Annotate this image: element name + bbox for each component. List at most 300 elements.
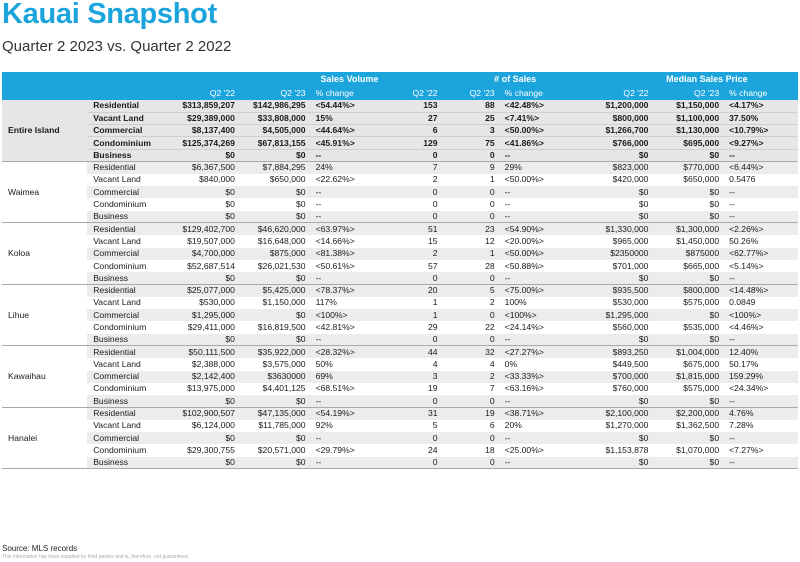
cell-ns-q2-22: 6: [384, 125, 441, 137]
cell-sv-q2-23: $47,135,000: [239, 407, 310, 419]
cell-mp-pct-change: --: [723, 395, 798, 407]
cell-sv-q2-23: $4,505,000: [239, 125, 310, 137]
cell-mp-pct-change: 4.76%: [723, 407, 798, 419]
cell-property-type: Vacant Land: [87, 174, 168, 186]
cell-mp-q2-23: $575,000: [652, 297, 723, 309]
cell-ns-pct-change: --: [499, 198, 582, 210]
cell-mp-q2-23: $0: [652, 334, 723, 346]
table-row: [2, 371, 798, 383]
cell-mp-q2-22: $0: [582, 186, 653, 198]
cell-mp-q2-23: $575,000: [652, 383, 723, 395]
cell-ns-pct-change: 100%: [499, 297, 582, 309]
table-row: [2, 432, 798, 444]
cell-property-type: Residential: [87, 223, 168, 235]
cell-mp-q2-23: $695,000: [652, 137, 723, 149]
cell-property-type: Condominium: [87, 444, 168, 456]
cell-ns-q2-23: 18: [442, 444, 499, 456]
cell-sv-q2-22: $29,389,000: [168, 112, 239, 124]
cell-sv-q2-23: $16,819,500: [239, 321, 310, 333]
header-mp-q2-23: Q2 '23: [652, 86, 723, 100]
cell-mp-q2-22: $0: [582, 272, 653, 284]
cell-mp-q2-22: $760,000: [582, 383, 653, 395]
cell-ns-q2-23: 5: [442, 284, 499, 296]
region-name: Entire Island: [2, 100, 87, 161]
cell-ns-pct-change: <50.88%>: [499, 260, 582, 272]
cell-sv-q2-23: $0: [239, 309, 310, 321]
table-row: [2, 248, 798, 260]
cell-mp-q2-22: $0: [582, 211, 653, 223]
cell-ns-pct-change: <33.33%>: [499, 371, 582, 383]
cell-sv-q2-22: $25,077,000: [168, 284, 239, 296]
cell-property-type: Commercial: [87, 432, 168, 444]
header-blank: [2, 72, 87, 86]
cell-mp-pct-change: --: [723, 457, 798, 469]
table-row: [2, 395, 798, 407]
cell-property-type: Commercial: [87, 248, 168, 260]
table-row: [2, 223, 798, 235]
cell-sv-q2-23: $0: [239, 186, 310, 198]
cell-mp-q2-22: $0: [582, 395, 653, 407]
cell-sv-q2-22: $0: [168, 272, 239, 284]
region-group: [2, 407, 798, 468]
cell-property-type: Commercial: [87, 371, 168, 383]
cell-mp-q2-23: $0: [652, 272, 723, 284]
cell-mp-q2-22: $420,000: [582, 174, 653, 186]
cell-sv-q2-22: $50,111,500: [168, 346, 239, 358]
cell-ns-q2-23: 0: [442, 198, 499, 210]
cell-property-type: Business: [87, 211, 168, 223]
cell-mp-q2-22: $701,000: [582, 260, 653, 272]
cell-ns-q2-22: 15: [384, 235, 441, 247]
cell-ns-q2-23: 23: [442, 223, 499, 235]
cell-sv-q2-23: $3630000: [239, 371, 310, 383]
cell-sv-pct-change: --: [310, 334, 385, 346]
cell-property-type: Condominium: [87, 137, 168, 149]
table-row: [2, 149, 798, 161]
cell-sv-q2-23: $0: [239, 211, 310, 223]
cell-ns-pct-change: <25.00%>: [499, 444, 582, 456]
cell-ns-pct-change: <50.00%>: [499, 248, 582, 260]
cell-sv-q2-22: $102,900,507: [168, 407, 239, 419]
cell-mp-q2-22: $965,000: [582, 235, 653, 247]
cell-ns-pct-change: --: [499, 272, 582, 284]
cell-sv-q2-23: $67,813,155: [239, 137, 310, 149]
cell-property-type: Condominium: [87, 383, 168, 395]
cell-sv-q2-23: $5,425,000: [239, 284, 310, 296]
header-sv-q2-23: Q2 '23: [239, 86, 310, 100]
cell-mp-q2-22: $800,000: [582, 112, 653, 124]
cell-mp-pct-change: <14.48%>: [723, 284, 798, 296]
cell-sv-q2-23: $46,620,000: [239, 223, 310, 235]
table-row: [2, 235, 798, 247]
cell-sv-q2-22: $6,367,500: [168, 161, 239, 173]
cell-sv-q2-22: $8,137,400: [168, 125, 239, 137]
cell-ns-q2-22: 24: [384, 444, 441, 456]
cell-sv-q2-23: $20,571,000: [239, 444, 310, 456]
cell-ns-q2-23: 0: [442, 186, 499, 198]
cell-mp-q2-23: $535,000: [652, 321, 723, 333]
disclaimer-note: This information has been supplied by third parties and is, therefore, not guaranteed.: [2, 554, 190, 560]
cell-ns-pct-change: <38.71%>: [499, 407, 582, 419]
cell-mp-q2-23: $1,004,000: [652, 346, 723, 358]
cell-ns-pct-change: --: [499, 395, 582, 407]
cell-ns-q2-22: 27: [384, 112, 441, 124]
cell-ns-q2-22: 0: [384, 211, 441, 223]
cell-property-type: Residential: [87, 100, 168, 112]
cell-ns-pct-change: 0%: [499, 358, 582, 370]
cell-sv-pct-change: --: [310, 211, 385, 223]
cell-ns-q2-22: 0: [384, 457, 441, 469]
cell-mp-q2-22: $0: [582, 198, 653, 210]
cell-sv-q2-23: $875,000: [239, 248, 310, 260]
cell-sv-q2-22: $29,411,000: [168, 321, 239, 333]
cell-sv-q2-23: $0: [239, 149, 310, 161]
table-row: [2, 420, 798, 432]
cell-sv-pct-change: <54.44%>: [310, 100, 385, 112]
table-row: [2, 186, 798, 198]
header-ns-q2-22: Q2 '22: [384, 86, 441, 100]
cell-mp-q2-22: $1,266,700: [582, 125, 653, 137]
region-group: [2, 346, 798, 407]
cell-property-type: Vacant Land: [87, 420, 168, 432]
cell-ns-q2-23: 9: [442, 161, 499, 173]
region-name: Hanalei: [2, 407, 87, 468]
table-row: [2, 297, 798, 309]
cell-ns-q2-23: 0: [442, 211, 499, 223]
cell-sv-q2-22: $29,300,755: [168, 444, 239, 456]
cell-sv-q2-22: $6,124,000: [168, 420, 239, 432]
cell-mp-pct-change: --: [723, 334, 798, 346]
cell-mp-q2-22: $1,200,000: [582, 100, 653, 112]
cell-ns-pct-change: <63.16%>: [499, 383, 582, 395]
cell-mp-pct-change: --: [723, 149, 798, 161]
cell-sv-pct-change: <22.62%>: [310, 174, 385, 186]
cell-sv-pct-change: <14.66%>: [310, 235, 385, 247]
cell-ns-pct-change: --: [499, 186, 582, 198]
cell-mp-q2-22: $2350000: [582, 248, 653, 260]
cell-sv-pct-change: --: [310, 149, 385, 161]
cell-ns-q2-22: 57: [384, 260, 441, 272]
cell-sv-q2-22: $125,374,269: [168, 137, 239, 149]
cell-sv-pct-change: <50.61%>: [310, 260, 385, 272]
cell-sv-q2-23: $16,648,000: [239, 235, 310, 247]
cell-property-type: Residential: [87, 407, 168, 419]
page-title: Kauai Snapshot: [2, 0, 217, 30]
table-row: [2, 383, 798, 395]
cell-sv-q2-23: $0: [239, 334, 310, 346]
cell-ns-q2-23: 0: [442, 432, 499, 444]
cell-sv-q2-22: $840,000: [168, 174, 239, 186]
table-row: [2, 198, 798, 210]
cell-ns-q2-23: 4: [442, 358, 499, 370]
cell-mp-q2-22: $2,100,000: [582, 407, 653, 419]
cell-mp-q2-22: $893,250: [582, 346, 653, 358]
header-ns-pct: % change: [499, 86, 582, 100]
cell-mp-q2-23: $0: [652, 149, 723, 161]
region-group: [2, 100, 798, 161]
cell-sv-q2-22: $0: [168, 198, 239, 210]
header-sv-q2-22: Q2 '22: [168, 86, 239, 100]
cell-ns-q2-23: 0: [442, 334, 499, 346]
cell-ns-q2-22: 7: [384, 161, 441, 173]
cell-ns-q2-23: 32: [442, 346, 499, 358]
cell-ns-q2-23: 88: [442, 100, 499, 112]
cell-sv-q2-23: $0: [239, 432, 310, 444]
cell-ns-q2-23: 0: [442, 395, 499, 407]
cell-sv-pct-change: <28.32%>: [310, 346, 385, 358]
page-subtitle: Quarter 2 2023 vs. Quarter 2 2022: [2, 38, 232, 55]
cell-ns-q2-23: 28: [442, 260, 499, 272]
cell-mp-q2-23: $650,000: [652, 174, 723, 186]
header-ns-q2-23: Q2 '23: [442, 86, 499, 100]
cell-ns-pct-change: <42.48%>: [499, 100, 582, 112]
cell-ns-q2-23: 12: [442, 235, 499, 247]
cell-sv-q2-22: $19,507,000: [168, 235, 239, 247]
table-row: [2, 137, 798, 149]
cell-ns-q2-22: 29: [384, 321, 441, 333]
cell-mp-pct-change: <6.44%>: [723, 161, 798, 173]
cell-ns-q2-22: 0: [384, 186, 441, 198]
cell-ns-pct-change: --: [499, 457, 582, 469]
table-row: [2, 334, 798, 346]
cell-ns-pct-change: --: [499, 211, 582, 223]
cell-property-type: Residential: [87, 346, 168, 358]
cell-ns-q2-23: 2: [442, 297, 499, 309]
cell-property-type: Business: [87, 272, 168, 284]
cell-mp-pct-change: <24.34%>: [723, 383, 798, 395]
cell-mp-q2-23: $0: [652, 432, 723, 444]
cell-mp-q2-23: $1,070,000: [652, 444, 723, 456]
cell-sv-q2-22: $0: [168, 334, 239, 346]
cell-mp-q2-23: $2,200,000: [652, 407, 723, 419]
cell-sv-pct-change: --: [310, 198, 385, 210]
cell-sv-pct-change: <29.79%>: [310, 444, 385, 456]
cell-mp-q2-23: $1,150,000: [652, 100, 723, 112]
cell-mp-pct-change: --: [723, 432, 798, 444]
cell-sv-q2-22: $0: [168, 395, 239, 407]
cell-ns-q2-23: 3: [442, 125, 499, 137]
cell-ns-pct-change: <50.00%>: [499, 125, 582, 137]
cell-sv-q2-23: $0: [239, 457, 310, 469]
cell-mp-q2-22: $823,000: [582, 161, 653, 173]
sub-header-row: [2, 86, 798, 100]
cell-property-type: Vacant Land: [87, 297, 168, 309]
cell-ns-q2-22: 0: [384, 198, 441, 210]
cell-sv-pct-change: 24%: [310, 161, 385, 173]
cell-ns-q2-22: 0: [384, 149, 441, 161]
cell-property-type: Business: [87, 334, 168, 346]
cell-mp-pct-change: 159.29%: [723, 371, 798, 383]
region-name: Koloa: [2, 223, 87, 284]
cell-sv-q2-23: $4,401,125: [239, 383, 310, 395]
cell-mp-q2-22: $1,295,000: [582, 309, 653, 321]
cell-ns-q2-23: 7: [442, 383, 499, 395]
cell-mp-pct-change: 12.40%: [723, 346, 798, 358]
cell-ns-q2-22: 31: [384, 407, 441, 419]
cell-property-type: Residential: [87, 284, 168, 296]
cell-ns-q2-23: 75: [442, 137, 499, 149]
source-note: Source: MLS records: [2, 544, 78, 553]
cell-ns-q2-22: 5: [384, 420, 441, 432]
cell-sv-q2-23: $11,785,000: [239, 420, 310, 432]
cell-sv-pct-change: --: [310, 395, 385, 407]
cell-mp-q2-23: $875000: [652, 248, 723, 260]
header-blank: [87, 86, 168, 100]
cell-property-type: Condominium: [87, 321, 168, 333]
cell-ns-pct-change: <50.00%>: [499, 174, 582, 186]
cell-sv-pct-change: --: [310, 272, 385, 284]
cell-ns-q2-22: 3: [384, 371, 441, 383]
cell-sv-pct-change: 50%: [310, 358, 385, 370]
cell-mp-q2-22: $449,500: [582, 358, 653, 370]
cell-mp-pct-change: <10.79%>: [723, 125, 798, 137]
cell-sv-q2-23: $0: [239, 395, 310, 407]
region-name: Waimea: [2, 161, 87, 222]
cell-property-type: Commercial: [87, 309, 168, 321]
header-sv-pct: % change: [310, 86, 385, 100]
cell-ns-q2-22: 129: [384, 137, 441, 149]
cell-mp-q2-23: $1,815,000: [652, 371, 723, 383]
cell-sv-pct-change: <45.91%>: [310, 137, 385, 149]
cell-ns-q2-23: 0: [442, 149, 499, 161]
cell-sv-q2-23: $35,922,000: [239, 346, 310, 358]
cell-mp-q2-23: $0: [652, 309, 723, 321]
cell-property-type: Business: [87, 149, 168, 161]
cell-mp-pct-change: <100%>: [723, 309, 798, 321]
cell-ns-pct-change: --: [499, 334, 582, 346]
cell-mp-q2-23: $0: [652, 198, 723, 210]
cell-mp-pct-change: 37.50%: [723, 112, 798, 124]
cell-mp-pct-change: --: [723, 272, 798, 284]
cell-property-type: Vacant Land: [87, 112, 168, 124]
cell-ns-q2-23: 0: [442, 272, 499, 284]
table-row: [2, 112, 798, 124]
cell-mp-pct-change: 0.5476: [723, 174, 798, 186]
cell-property-type: Vacant Land: [87, 235, 168, 247]
cell-mp-q2-23: $1,450,000: [652, 235, 723, 247]
cell-property-type: Residential: [87, 161, 168, 173]
cell-sv-pct-change: --: [310, 457, 385, 469]
cell-ns-pct-change: <20.00%>: [499, 235, 582, 247]
cell-property-type: Condominium: [87, 198, 168, 210]
table-row: [2, 284, 798, 296]
cell-sv-pct-change: 92%: [310, 420, 385, 432]
cell-sv-pct-change: <54.19%>: [310, 407, 385, 419]
cell-sv-q2-22: $0: [168, 457, 239, 469]
cell-mp-q2-23: $800,000: [652, 284, 723, 296]
header-blank: [2, 86, 87, 100]
header-sales-volume: Sales Volume: [168, 72, 384, 86]
cell-mp-q2-23: $0: [652, 395, 723, 407]
cell-ns-q2-23: 1: [442, 248, 499, 260]
cell-sv-q2-23: $0: [239, 198, 310, 210]
cell-mp-pct-change: 0.0849: [723, 297, 798, 309]
table-row: [2, 457, 798, 469]
cell-property-type: Commercial: [87, 125, 168, 137]
cell-ns-q2-22: 51: [384, 223, 441, 235]
cell-mp-pct-change: <62.77%>: [723, 248, 798, 260]
header-median-price: Median Sales Price: [582, 72, 798, 86]
cell-mp-q2-22: $935,500: [582, 284, 653, 296]
cell-sv-q2-22: $4,700,000: [168, 248, 239, 260]
cell-mp-pct-change: --: [723, 198, 798, 210]
cell-mp-q2-22: $0: [582, 457, 653, 469]
cell-mp-pct-change: --: [723, 211, 798, 223]
table-row: [2, 260, 798, 272]
cell-mp-pct-change: --: [723, 186, 798, 198]
cell-mp-q2-22: $560,000: [582, 321, 653, 333]
cell-ns-q2-23: 25: [442, 112, 499, 124]
cell-sv-pct-change: 69%: [310, 371, 385, 383]
cell-mp-q2-23: $0: [652, 211, 723, 223]
cell-sv-pct-change: <81.38%>: [310, 248, 385, 260]
cell-mp-pct-change: 50.17%: [723, 358, 798, 370]
cell-ns-q2-23: 19: [442, 407, 499, 419]
cell-ns-q2-22: 4: [384, 358, 441, 370]
cell-sv-pct-change: 117%: [310, 297, 385, 309]
cell-mp-pct-change: <2.26%>: [723, 223, 798, 235]
cell-ns-q2-23: 0: [442, 309, 499, 321]
cell-mp-pct-change: <4.46%>: [723, 321, 798, 333]
cell-sv-pct-change: --: [310, 432, 385, 444]
cell-mp-pct-change: <7.27%>: [723, 444, 798, 456]
cell-property-type: Commercial: [87, 186, 168, 198]
cell-sv-pct-change: <42.81%>: [310, 321, 385, 333]
header-mp-q2-22: Q2 '22: [582, 86, 653, 100]
cell-sv-pct-change: --: [310, 186, 385, 198]
table-row: [2, 272, 798, 284]
cell-ns-q2-22: 20: [384, 284, 441, 296]
cell-ns-q2-22: 0: [384, 334, 441, 346]
cell-sv-q2-23: $142,986,295: [239, 100, 310, 112]
cell-mp-q2-22: $1,270,000: [582, 420, 653, 432]
cell-ns-pct-change: 29%: [499, 161, 582, 173]
cell-mp-pct-change: 7.28%: [723, 420, 798, 432]
cell-ns-pct-change: <27.27%>: [499, 346, 582, 358]
cell-mp-q2-23: $1,130,000: [652, 125, 723, 137]
table-row: [2, 211, 798, 223]
table-row: [2, 174, 798, 186]
table-row: [2, 346, 798, 358]
cell-ns-pct-change: <75.00%>: [499, 284, 582, 296]
cell-ns-q2-22: 1: [384, 309, 441, 321]
cell-mp-q2-23: $665,000: [652, 260, 723, 272]
cell-ns-pct-change: <24.14%>: [499, 321, 582, 333]
cell-sv-q2-23: $0: [239, 272, 310, 284]
cell-mp-q2-23: $1,362,500: [652, 420, 723, 432]
cell-mp-q2-22: $530,000: [582, 297, 653, 309]
cell-ns-pct-change: --: [499, 432, 582, 444]
snapshot-table: [2, 72, 798, 469]
cell-mp-q2-22: $0: [582, 432, 653, 444]
cell-ns-q2-22: 44: [384, 346, 441, 358]
cell-sv-q2-23: $650,000: [239, 174, 310, 186]
cell-sv-q2-22: $1,295,000: [168, 309, 239, 321]
cell-mp-q2-23: $0: [652, 457, 723, 469]
table-row: [2, 444, 798, 456]
cell-property-type: Vacant Land: [87, 358, 168, 370]
table-row: [2, 321, 798, 333]
cell-ns-pct-change: --: [499, 149, 582, 161]
cell-sv-pct-change: <100%>: [310, 309, 385, 321]
table-row: [2, 125, 798, 137]
table-row: [2, 161, 798, 173]
cell-ns-q2-22: 1: [384, 297, 441, 309]
region-group: [2, 223, 798, 284]
cell-ns-q2-22: 19: [384, 383, 441, 395]
region-name: Lihue: [2, 284, 87, 345]
cell-sv-pct-change: <68.51%>: [310, 383, 385, 395]
